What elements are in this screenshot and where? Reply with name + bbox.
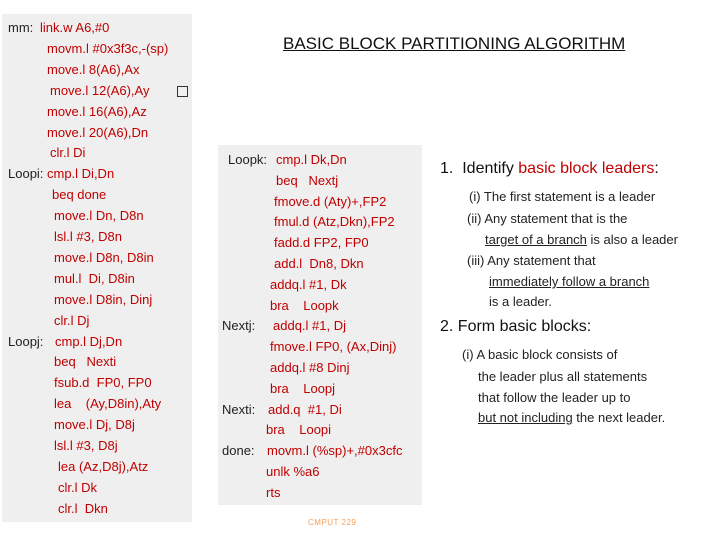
step2-heading: 2. Form basic blocks: [440,318,592,335]
missing-glyph-icon [177,86,188,97]
step2-line1: (i) A basic block consists of [462,347,618,362]
left-code-instruction: clr.l Dk [58,479,97,495]
step1-text: Identify [462,160,519,177]
step2-line4-rest: the next leader. [572,410,666,425]
mid-code-instruction: rts [266,484,281,500]
rule-ii-line1: (ii) Any statement that is the [467,211,628,226]
left-code-instruction: link.w A6,#0 [40,20,110,35]
left-code-instruction: movm.l #0x3f3c,-(sp) [47,40,169,56]
mid-code-instruction: add.q #1, Di [268,401,342,417]
rule-i: (i) The first statement is a leader [469,189,656,204]
left-code-instruction: clr.l Dkn [58,500,108,516]
left-code-instruction: move.l 12(A6),Ay [50,82,150,98]
mid-code-instruction: fmove.l FP0, (Ax,Dinj) [270,339,397,355]
left-code-instruction: move.l 20(A6),Dn [47,124,149,140]
step1-heading [440,160,659,178]
mid-code-instruction: beq Nextj [276,172,339,188]
mid-code-instruction: addq.l #8 Dinj [270,360,350,375]
mid-code-label: Nextj: [222,318,256,334]
footer-course-label: CMPUT 229 [308,518,357,527]
target-of-branch-text: target of a branch [485,232,587,247]
left-code-instruction: move.l 16(A6),Az [47,103,147,119]
mid-code-instruction: fadd.d FP2, FP0 [274,235,369,251]
left-code-instruction: move.l 8(A6),Ax [47,61,140,77]
mid-code-label: Nexti: [222,401,256,417]
left-code-instruction: beq done [52,187,107,203]
left-code-instruction: clr.l Di [50,145,86,161]
mid-code-instruction: bra Loopi [266,422,332,438]
left-code-instruction: move.l Dj, D8j [54,417,135,433]
left-code-instruction: mul.l Di, D8in [54,270,135,286]
left-code-label: Loopj: [8,333,44,349]
left-code-instruction: beq Nexti [54,354,117,370]
mid-code-instruction: addq.l #1, Dj [273,318,346,334]
left-code-instruction: lsl.l #3, D8n [54,229,122,244]
mid-code-instruction: bra Loopj [270,380,336,396]
left-code-instruction: cmp.l Di,Dn [47,166,115,182]
left-code-instruction: fsub.d FP0, FP0 [54,375,152,391]
mid-code-instruction: cmp.l Dk,Dn [276,152,347,167]
step2-line2: the leader plus all statements [478,369,648,384]
left-code-instruction: move.l Dn, D8n [54,208,144,224]
left-code-instruction: move.l D8in, Dinj [54,291,153,307]
mid-code-instruction: fmove.d (Aty)+,FP2 [274,193,387,209]
rule-iii-line1: (iii) Any statement that [467,253,596,268]
left-code-instruction: cmp.l Dj,Dn [55,333,123,349]
mid-code-instruction: unlk %a6 [266,464,320,479]
left-code-label: mm: [8,20,34,35]
left-code-instruction: move.l D8n, D8in [54,249,154,265]
mid-code-instruction: add.l Dn8, Dkn [274,256,364,271]
left-code-instruction: lsl.l #3, D8j [54,438,118,453]
rule-iii-line3: is a leader. [489,294,552,309]
mid-code-label: Loopk: [228,152,268,167]
rule-ii-rest: is also a leader [586,232,678,247]
left-code-instruction: clr.l Dj [54,312,90,328]
left-code-instruction: lea (Ay,D8in),Aty [54,396,162,412]
step1-highlight: basic block leaders [518,160,655,177]
mid-code-label: done: [222,443,255,459]
step2-line3: that follow the leader up to [478,390,631,405]
rule-iii-line2: immediately follow a branch [489,274,650,289]
mid-code-instruction: fmul.d (Atz,Dkn),FP2 [274,214,395,230]
step1-number: 1. [440,160,454,177]
but-not-including-text: but not including [478,410,573,425]
rule-ii-line2 [485,232,678,247]
left-code-label: Loopi: [8,166,44,182]
mid-code-instruction: bra Loopk [270,297,339,313]
left-code-instruction: lea (Az,D8j),Atz [58,458,149,474]
mid-code-instruction: movm.l (%sp)+,#0x3cfc [267,443,403,459]
slide-title: BASIC BLOCK PARTITIONING ALGORITHM [283,34,626,53]
step2-line4 [478,410,665,425]
mid-code-instruction: addq.l #1, Dk [270,276,347,292]
step1-colon: : [654,160,659,177]
